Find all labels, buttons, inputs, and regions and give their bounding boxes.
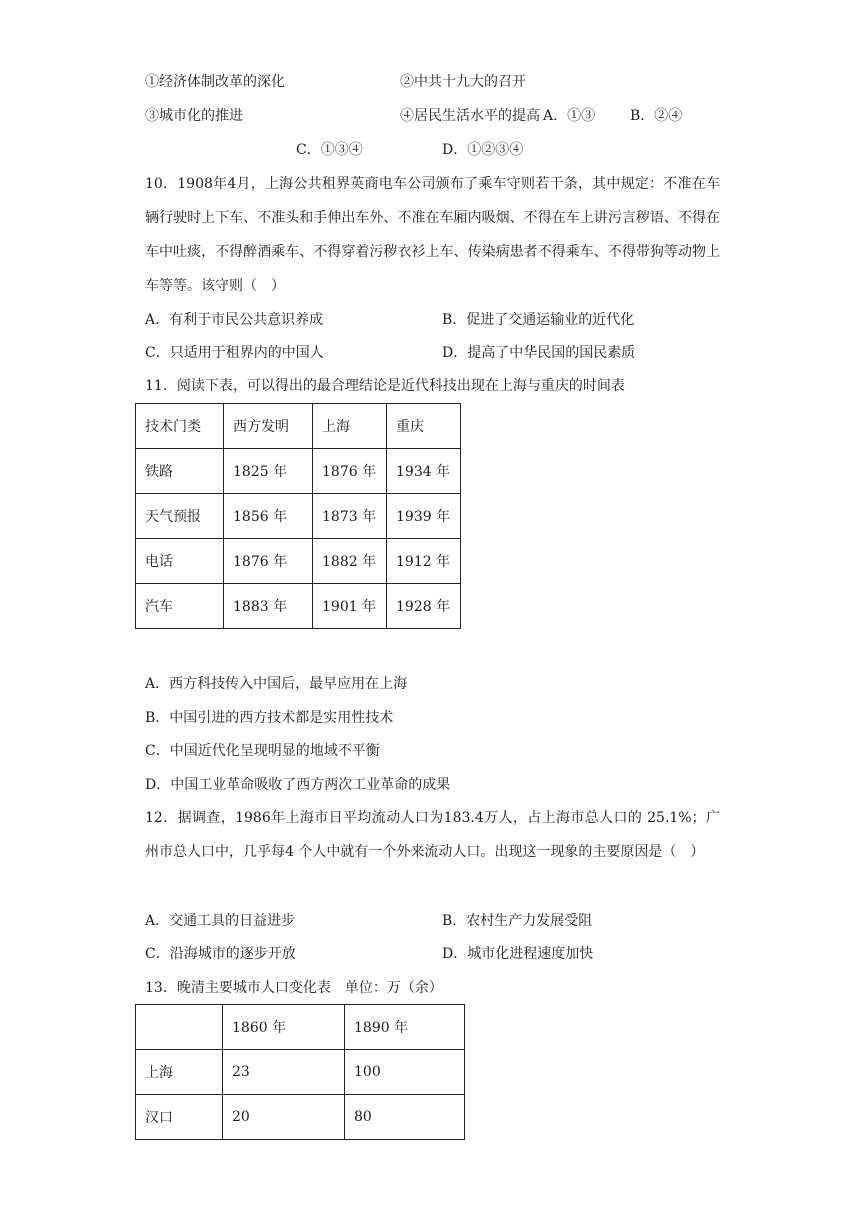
q11-stem: 11．阅读下表，可以得出的最合理结论是近代科技出现在上海与重庆的时间表	[145, 378, 625, 394]
q9-option-1: ①经济体制改革的深化	[145, 74, 285, 90]
q10-choice-b: B．促进了交通运输业的近代化	[442, 312, 635, 328]
table-header-cell: 1890 年	[345, 1005, 465, 1050]
table-cell: 上海	[136, 1050, 223, 1095]
q9-choice-c: C．①③④	[296, 142, 363, 158]
table-cell: 1856 年	[224, 494, 313, 539]
q9-option-3: ③城市化的推进	[145, 108, 243, 124]
table-cell: 1873 年	[313, 494, 387, 539]
table-cell: 电话	[136, 539, 224, 584]
table-row	[136, 449, 461, 494]
table-header-cell: 重庆	[387, 404, 461, 449]
q10-choice-d: D．提高了中华民国的国民素质	[442, 345, 636, 361]
table-cell: 1901 年	[313, 584, 387, 629]
table-cell: 1883 年	[224, 584, 313, 629]
table-header-row	[136, 404, 461, 449]
table-cell: 天气预报	[136, 494, 224, 539]
q9-option-2: ②中共十九大的召开	[400, 74, 526, 90]
table-cell: 1912 年	[387, 539, 461, 584]
table-cell: 1928 年	[387, 584, 461, 629]
q9-choice-a: A．①③	[543, 108, 596, 124]
table-header-cell: 上海	[313, 404, 387, 449]
q11-choice-a: A．西方科技传入中国后，最早应用在上海	[145, 676, 408, 692]
table-cell: 1876 年	[313, 449, 387, 494]
table-cell: 1934 年	[387, 449, 461, 494]
q13-stem: 13．晚清主要城市人口变化表 单位：万（余）	[145, 980, 443, 996]
q11-choice-b: B．中国引进的西方技术都是实用性技术	[145, 710, 394, 726]
q9-choice-d: D．①②③④	[442, 142, 524, 158]
q12-choice-a: A．交通工具的日益进步	[145, 913, 296, 929]
table-cell: 100	[345, 1050, 465, 1095]
q12-choice-b: B．农村生产力发展受阻	[442, 913, 593, 929]
q9-option-4: ④居民生活水平的提高	[400, 108, 540, 124]
table-row	[136, 494, 461, 539]
table-cell: 汽车	[136, 584, 224, 629]
table-cell: 23	[223, 1050, 345, 1095]
tech-timeline-table	[135, 403, 461, 629]
table-header-cell	[136, 1005, 223, 1050]
table-header-cell: 西方发明	[224, 404, 313, 449]
q12-choice-c: C．沿海城市的逐步开放	[145, 946, 296, 962]
table-cell: 80	[345, 1095, 465, 1140]
table-cell: 1876 年	[224, 539, 313, 584]
table-row	[136, 539, 461, 584]
table-cell: 1882 年	[313, 539, 387, 584]
table-row	[136, 584, 461, 629]
table-cell: 汉口	[136, 1095, 223, 1140]
table-cell: 1939 年	[387, 494, 461, 539]
table-row	[136, 1095, 465, 1140]
table-header-cell: 技术门类	[136, 404, 224, 449]
q10-choice-a: A．有利于市民公共意识养成	[145, 312, 324, 328]
table-cell: 1825 年	[224, 449, 313, 494]
table-header-cell: 1860 年	[223, 1005, 345, 1050]
table-cell: 20	[223, 1095, 345, 1140]
q11-choice-d: D．中国工业革命吸收了西方两次工业革命的成果	[145, 777, 451, 793]
table-row	[136, 1050, 465, 1095]
q10-stem: 10．1908年4月，上海公共租界英商电车公司颁布了乘车守则若干条，其中规定：不准在车辆行驶时上下车、不准头和手伸出车外、不准在车厢内吸烟、不得在车上讲污言秽语、不得在车中吐痰，不得醉酒乘车、不得穿着污秽衣衫上车、传染病患者不得乘车、不得带狗等动物上车等等。该守则（ ）	[145, 176, 720, 294]
q10-choice-c: C．只适用于租界内的中国人	[145, 345, 324, 361]
table-header-row	[136, 1005, 465, 1050]
city-population-table	[135, 1004, 465, 1140]
q11-choice-c: C．中国近代化呈现明显的地域不平衡	[145, 743, 380, 759]
q12-stem: 12．据调查，1986年上海市日平均流动人口为183.4万人，占上海市总人口的 25.1%；广州市总人口中，几乎每4 个人中就有一个外来流动人口。出现这一现象的主要原因是（ ）	[145, 810, 720, 860]
q9-choice-b: B．②④	[630, 108, 683, 124]
table-cell: 铁路	[136, 449, 224, 494]
q12-choice-d: D．城市化进程速度加快	[442, 946, 594, 962]
